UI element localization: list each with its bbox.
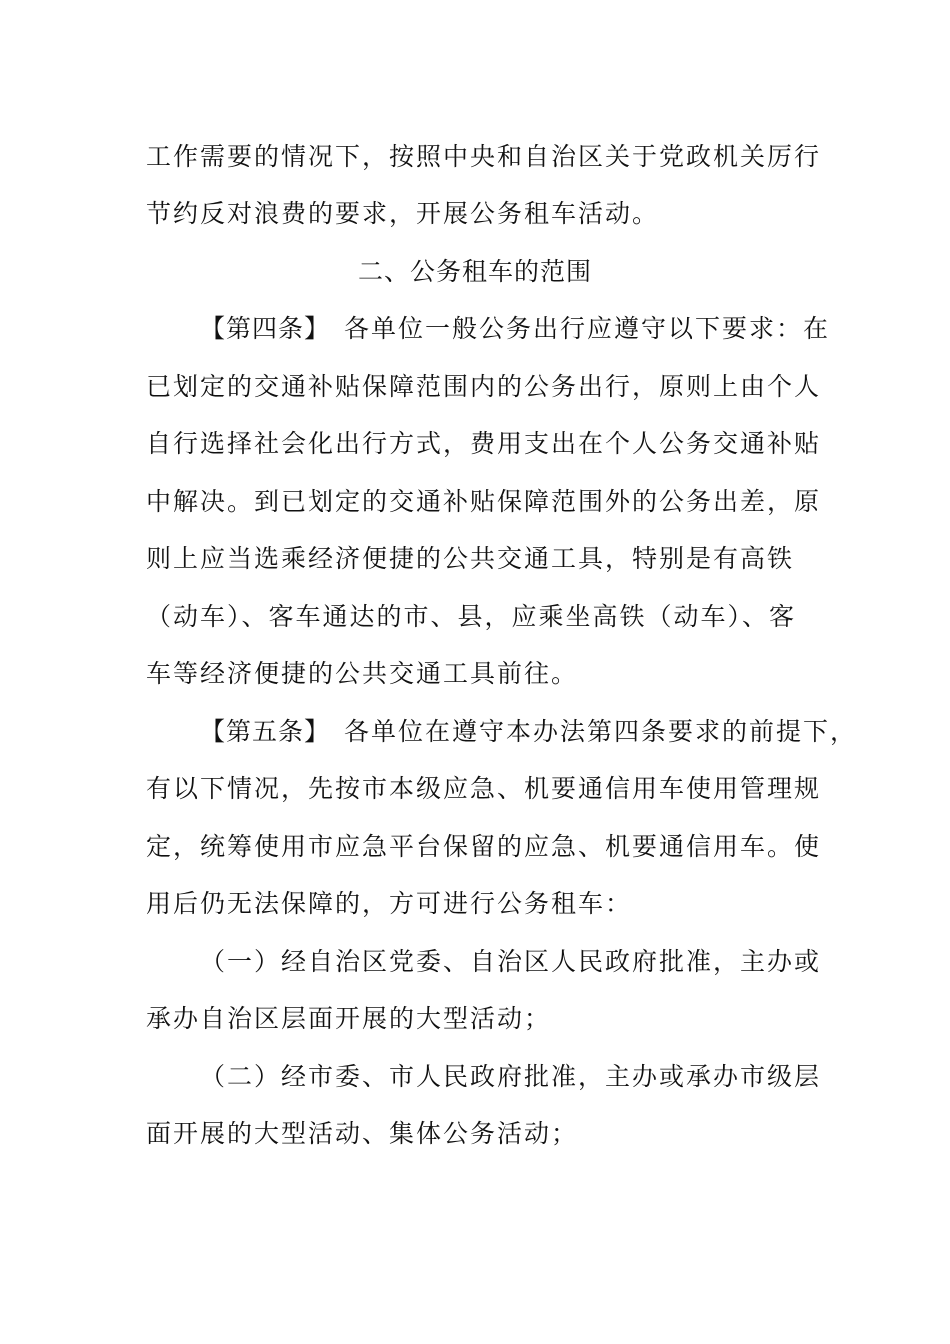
list-item-1: （一）经自治区党委、自治区人民政府批准，主办或: [200, 947, 822, 976]
body-line: 自行选择社会化出行方式，费用支出在个人公务交通补贴: [146, 429, 822, 458]
body-line: 用后仍无法保障的，方可进行公务租车：: [146, 889, 633, 918]
list-item-2: （二）经市委、市人民政府批准，主办或承办市级层: [200, 1062, 822, 1091]
article-5-first-line: [200, 712, 880, 752]
body-line: 承办自治区层面开展的大型活动；: [146, 1004, 552, 1033]
body-line: 中解决。到已划定的交通补贴保障范围外的公务出差，原: [146, 487, 822, 516]
article-5-text: 各单位在遵守本办法第四条要求的前提下，: [344, 717, 858, 746]
body-line: 有以下情况，先按市本级应急、机要通信用车使用管理规: [146, 774, 822, 803]
body-line: 定，统筹使用市应急平台保留的应急、机要通信用车。使: [146, 832, 822, 861]
body-line: 则上应当选乘经济便捷的公共交通工具，特别是有高铁: [146, 544, 795, 573]
body-line: 车等经济便捷的公共交通工具前往。: [146, 659, 579, 688]
body-line: 已划定的交通补贴保障范围内的公务出行，原则上由个人: [146, 372, 822, 401]
body-line: 节约反对浪费的要求，开展公务租车活动。: [146, 199, 660, 228]
article-5-label: 【第五条】: [200, 717, 331, 746]
article-4-text: 各单位一般公务出行应遵守以下要求：在: [344, 314, 831, 343]
body-line: 工作需要的情况下，按照中央和自治区关于党政机关厉行: [146, 142, 822, 171]
article-4-label: 【第四条】: [200, 314, 331, 343]
section-heading: 二、公务租车的范围: [357, 257, 592, 286]
article-4-first-line: [200, 309, 880, 349]
body-line: 面开展的大型活动、集体公务活动；: [146, 1119, 579, 1148]
body-line: （动车）、客车通达的市、县，应乘坐高铁（动车）、客: [146, 602, 797, 631]
